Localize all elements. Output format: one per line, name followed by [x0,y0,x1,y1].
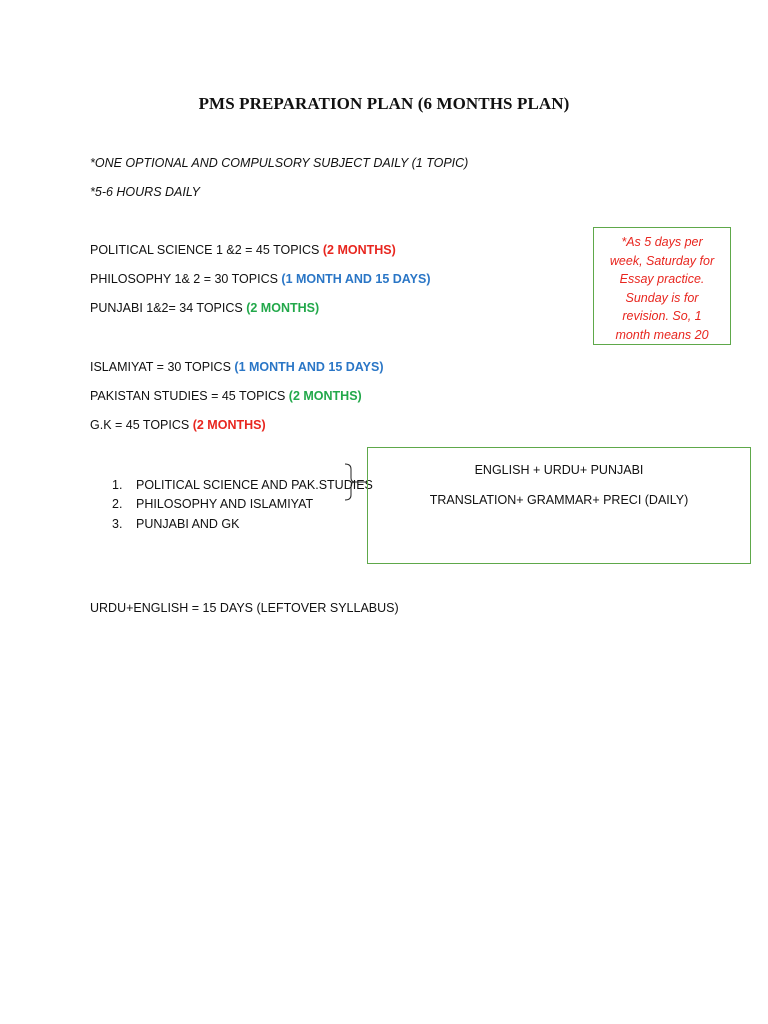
subject-gk [90,418,266,432]
side-note-line: *As 5 days per [621,235,703,249]
subject-label: G.K = 45 TOPICS [90,418,193,432]
subject-label: PAKISTAN STUDIES = 45 TOPICS [90,389,289,403]
daily-practice-box [367,447,751,564]
list-item [112,495,373,514]
subject-philosophy [90,272,431,286]
leftover-syllabus: URDU+ENGLISH = 15 DAYS (LEFTOVER SYLLABUS) [90,601,399,615]
list-text: PHILOSOPHY AND ISLAMIYAT [136,497,314,512]
note-daily-hours: *5-6 HOURS DAILY [90,185,200,199]
brace-icon [343,462,369,502]
subject-label: POLITICAL SCIENCE 1 &2 = 45 TOPICS [90,243,323,257]
subject-duration: (2 MONTHS) [192,418,266,432]
daily-languages: ENGLISH + URDU+ PUNJABI [474,463,644,477]
list-number: 3. [112,516,123,531]
side-note-line: Essay practice. [619,272,705,287]
subject-label: ISLAMIYAT = 30 TOPICS [90,360,235,374]
list-item [112,515,373,534]
list-number: 2. [112,497,123,512]
subject-label: PUNJABI 1&2= 34 TOPICS [90,301,247,315]
side-note-line: week, Saturday for [609,253,715,268]
list-text: PUNJABI AND GK [136,516,240,531]
note-daily-subject: *ONE OPTIONAL AND COMPULSORY SUBJECT DAILY (1 TOPIC) [90,156,469,170]
daily-tasks: TRANSLATION+ GRAMMAR+ PRECI (DAILY) [429,493,689,507]
side-note-line: Sunday is for [625,290,699,305]
subject-duration: (2 MONTHS) [288,389,362,403]
side-note-line: revision. So, 1 [622,309,702,324]
subject-label: PHILOSOPHY 1& 2 = 30 TOPICS [90,272,282,286]
page-title: PMS PREPARATION PLAN (6 MONTHS PLAN) [198,94,570,113]
list-number: 1. [112,478,123,492]
subject-duration: (2 MONTHS) [246,301,320,315]
subject-islamiyat [90,360,384,374]
subject-duration: (1 MONTH AND 15 DAYS) [281,272,431,286]
side-note-box [593,227,731,345]
list-text: POLITICAL SCIENCE AND PAK.STUDIES [136,478,373,492]
pairing-list [112,476,373,534]
subject-political-science [90,243,396,257]
list-item [112,476,373,495]
subject-duration: (2 MONTHS) [322,243,396,257]
subject-pakistan-studies [90,389,362,403]
subject-duration: (1 MONTH AND 15 DAYS) [234,360,384,374]
side-note-line: month means 20 [615,327,709,342]
subject-punjabi [90,301,319,315]
